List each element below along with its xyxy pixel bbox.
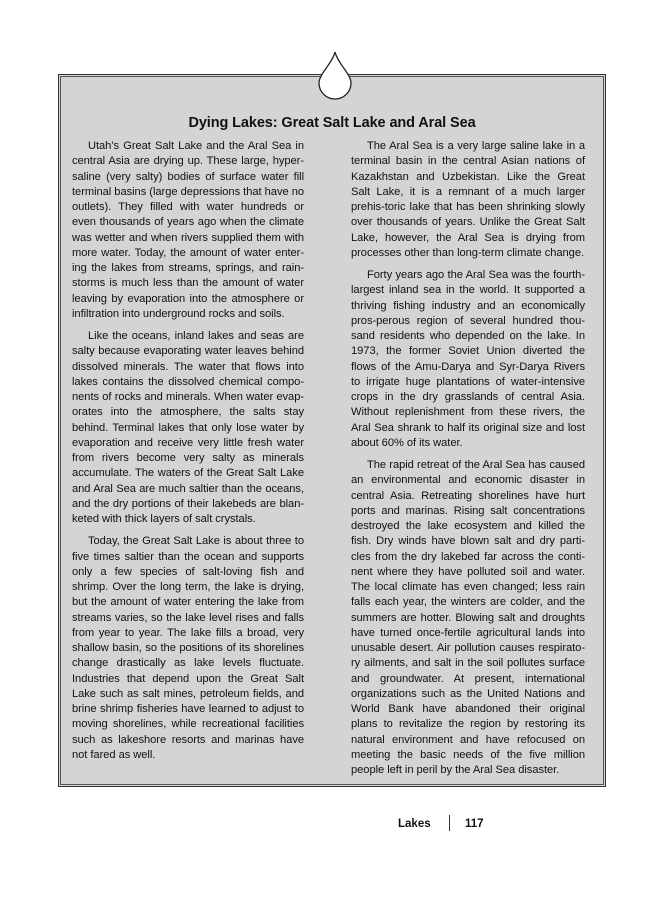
footer-divider xyxy=(449,815,450,831)
paragraph: Utah’s Great Salt Lake and the Aral Sea in central Asia are drying up. These large, hyper-saline (very salty) bodies of surface water fill terminal basins (large depressions that have no outlets). They filled with water hundreds or even thousands of years ago when the climate was wetter and when rivers supplied them with more water. Today, the amount of water enter-ing the lakes from streams, springs, and rain-storms is much less than the amount of water leaving by evaporation into the atmosphere or infiltration into underground rocks and soils. xyxy=(72,140,304,320)
paragraph: The Aral Sea is a very large saline lake in a terminal basin in the central Asian nations of Kazakhstan and Uzbekistan. Like the Great Salt Lake, it is a remnant of a much larger prehis-toric lake that has been shrinking slowly over thousands of years. Unlike the Great Salt Lake, however, the Aral Sea is drying from processes other than long-term climate change. xyxy=(351,140,585,259)
page-number: 117 xyxy=(465,818,484,830)
paragraph: Like the oceans, inland lakes and seas are salty because evaporating water leaves behind dissolved minerals. The water that flows into lakes contains the dissolved chemical compo-nents of rocks and minerals. When water evap-orates into the atmosphere, the salts stay behind. Terminal lakes that only lose water by evaporation and receive very little fresh water from rivers become very salty as minerals accumulate. The waters of the Great Salt Lake and Aral Sea are much saltier than the oceans, and the dry portions of their lakebeds are blan-keted with thick layers of salt crystals. xyxy=(72,330,304,525)
left-column xyxy=(72,139,304,770)
paragraph: Today, the Great Salt Lake is about three to five times saltier than the ocean and supports only a few species of salt-loving fish and shrimp. Over the long term, the lake is drying, but the amount of water entering the lake from streams varies, so the lake level rises and falls from year to year. The lake fills a broad, very shallow basin, so the positions of its shorelines change drastically as lake levels fluctuate. Industries that depend upon the Great Salt Lake such as salt mines, petroleum fields, and brine shrimp fisheries have learned to adjust to moving shorelines, while recreational facilities such as lakeshore resorts and marinas have not fared as well. xyxy=(72,535,304,761)
right-column xyxy=(351,139,585,785)
footer-section-name: Lakes xyxy=(398,818,431,830)
paragraph: Forty years ago the Aral Sea was the fourth-largest inland sea in the world. It supported a thriving fishing industry and an economically pros-perous region of several hundred thou-sand residents who depended on the lake. In 1973, the former Soviet Union diverted the flows of the Amu-Darya and Syr-Darya Rivers to irrigate huge plantations of water-intensive crops in the dry grasslands of central Asia. Without replenishment from these rivers, the Aral Sea shrank to half its original size and lost about 60% of its water. xyxy=(351,269,585,449)
sidebar-box xyxy=(58,74,606,787)
paragraph: The rapid retreat of the Aral Sea has caused an environmental and economic disaster in central Asia. Retreating shorelines have hurt ports and marinas. Rising salt concentrations destroyed the lake ecosystem and killed the fish. Dry winds have blown salt and dry parti-cles from the dry lakebed far across the conti-nent where they have polluted soil and water. The local climate has even changed; less rain falls each year, the winters are colder, and the summers are hotter. Blowing salt and droughts have turned once-fertile agricultural lands into unusable desert. Air pollution causes respirato-ry ailments, and salt in the soil pollutes surface and groundwater. At present, international organizations such as the United Nations and World Bank have abandoned their original plans to revitalize the region by restoring its natural environment and have refocused on meeting the basic needs of the five million people left in peril by the Aral Sea disaster. xyxy=(351,459,585,776)
water-drop-icon xyxy=(316,50,354,100)
sidebar-title: Dying Lakes: Great Salt Lake and Aral Sea xyxy=(188,115,476,131)
